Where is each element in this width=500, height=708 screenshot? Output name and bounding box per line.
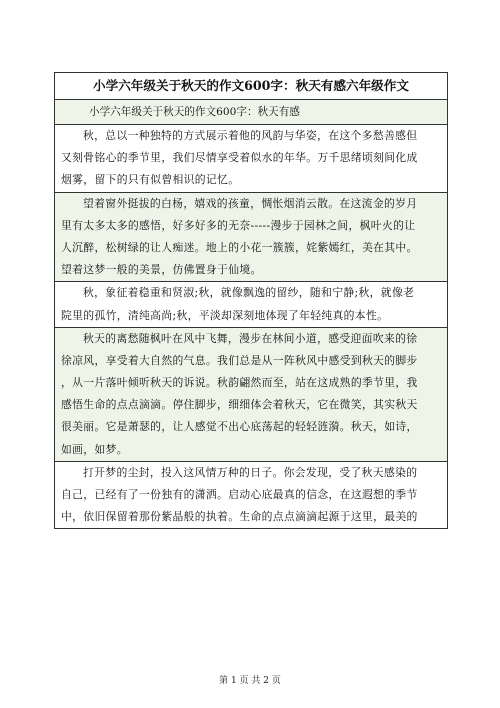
paragraph-line: 望着这梦一般的美景，仿佛置身于仙境。 (61, 263, 262, 277)
paragraph-line: 感悟生命的点点滴滴。停住脚步，细细体会着秋天，它在微笑，其实秋天 (61, 398, 418, 412)
page-number: 第 1 页 共 2 页 (219, 676, 281, 686)
paragraph-line: 秋天的离愁随枫叶在风中飞舞，漫步在林间小道，感受迎面吹来的徐 (83, 331, 418, 345)
paragraph-line: ，从一片落叶倾听秋天的诉说。秋韵翩然而至，站在这成熟的季节里，我 (61, 376, 418, 390)
paragraph-line: 自己，已经有了一份独有的潇洒。启动心底最真的信念，在这遐想的季节 (61, 488, 418, 501)
paragraph-line: 如画，如梦。 (61, 442, 128, 456)
document-table (54, 72, 448, 529)
paragraph-line: 望着窗外挺拔的白杨，嬉戏的孩童，惆怅烟消云散。在这流金的岁月 (83, 196, 418, 210)
paragraph-line: 中，依旧保留着那份紫晶般的执着。生命的点点滴滴起源于这里，最美的 (61, 510, 418, 524)
paragraph-line: 很美丽。它是萧瑟的，让人感觉不出心底荡起的轻轻涟漪。秋天，如诗， (61, 420, 418, 434)
paragraph (55, 125, 447, 193)
paragraph-line: 院里的孤竹，清纯高尚;秋，平淡却深刻地体现了年轻纯真的本性。 (61, 308, 389, 322)
paragraph-line: 人沉醉，松树绿的让人痴迷。地上的小花一簇簇，姹紫嫣红，美在其中。 (61, 240, 418, 254)
document-subtitle: 小学六年级关于秋天的作文600字：秋天有感 (55, 100, 447, 125)
document-body (55, 125, 447, 528)
paragraph-line: 打开梦的尘封，投入这风情万种的日子。你会发现，受了秋天感染的 (83, 465, 418, 479)
paragraph-line: 烟雾，留下的只有似曾相识的记忆。 (61, 173, 240, 187)
paragraph-line: 徐凉风，享受着大自然的气息。我们总是从一阵秋风中感受到秋天的脚步 (61, 353, 418, 367)
paragraph-line: 秋，总以一种独特的方式展示着他的风韵与华姿，在这个多愁善感但 (83, 129, 418, 142)
document-title: 小学六年级关于秋天的作文600字：秋天有感六年级作文 (55, 73, 447, 100)
paragraph (55, 462, 447, 529)
paragraph-line: 秋，象征着稳重和贤淑;秋，就像飘逸的留纱，随和宁静;秋，就像老 (83, 286, 415, 300)
paragraph-line: 里有太多太多的感悟，好多好多的无奈-----漫步于园林之间，枫叶火的让 (61, 218, 416, 232)
paragraph-line: 又刻骨铭心的季节里，我们尽情享受着似水的年华。万千思绪顷刻间化成 (61, 151, 418, 165)
paragraph (55, 328, 447, 462)
paragraph (55, 193, 447, 283)
paragraph (55, 282, 447, 327)
